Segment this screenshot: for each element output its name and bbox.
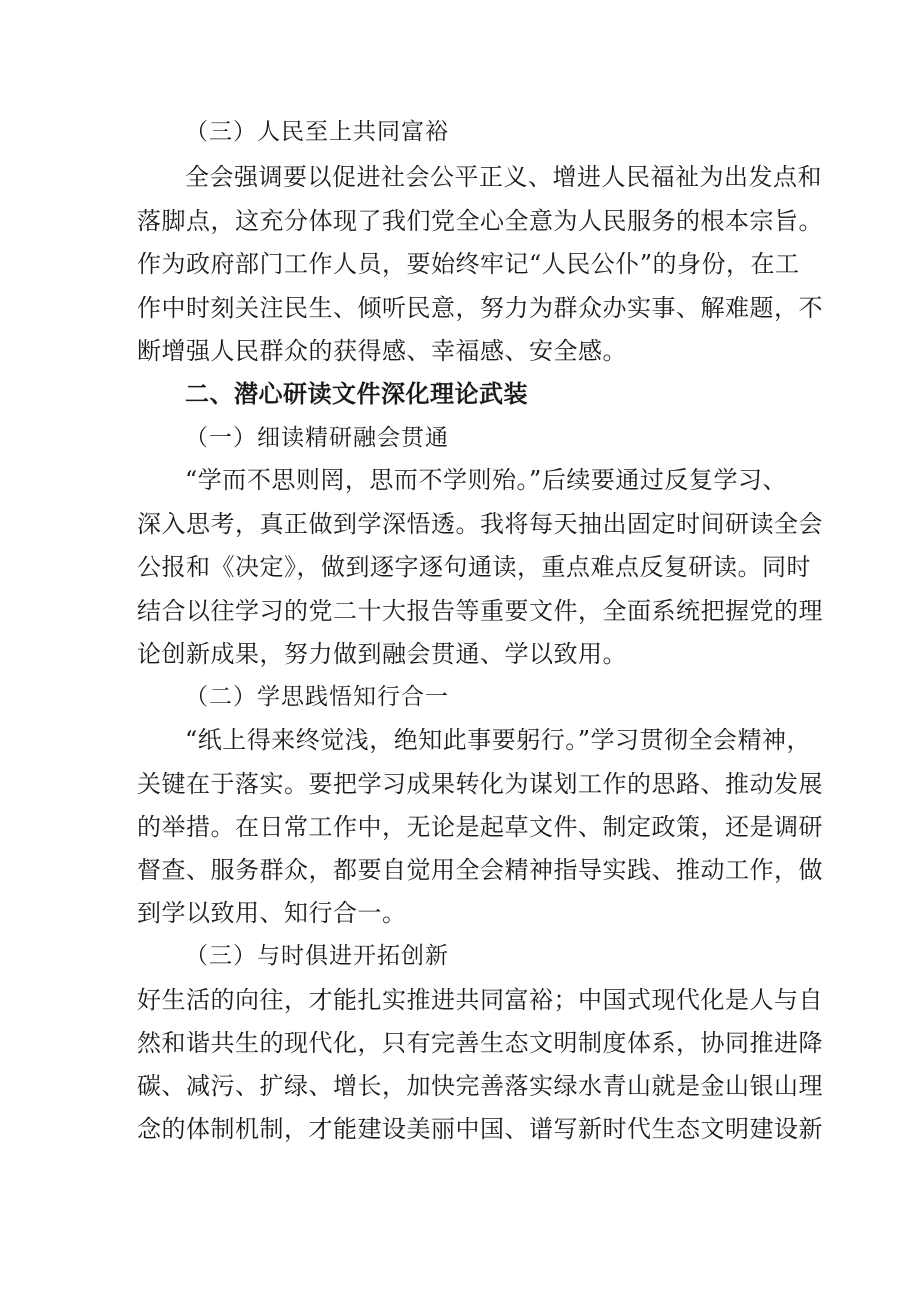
subsection-title-careful-study: （一）细读精研融会贯通 [185, 425, 449, 451]
paragraph-line: 全会强调要以促进社会公平正义、增进人民福祉为出发点和 [185, 163, 822, 191]
paragraph-line: 结合以往学习的党二十大报告等重要文件，全面系统把握党的理 [137, 597, 823, 625]
paragraph-line: 关键在于落实。要把学习成果转化为谋划工作的思路、推动发展 [137, 770, 823, 798]
paragraph-line: “学而不思则罔，思而不学则殆。”后续要通过反复学习、 [185, 466, 787, 494]
paragraph-line: 断增强人民群众的获得感、幸福感、安全感。 [137, 337, 627, 365]
paragraph-line: 的举措。在日常工作中，无论是起草文件、制定政策，还是调研 [137, 813, 823, 841]
section-heading-study-documents: 二、潜心研读文件深化理论武装 [185, 380, 528, 408]
paragraph-line: 公报和《决定》，做到逐字逐句通读，重点难点反复研读。同时 [137, 553, 811, 581]
paragraph-line: 到学以致用、知行合一。 [137, 899, 407, 927]
section-title-people-first: （三）人民至上共同富裕 [185, 119, 449, 145]
paragraph-line: 深入思考，真正做到学深悟透。我将每天抽出固定时间研读全会 [137, 510, 823, 538]
subsection-title-innovation: （三）与时俱进开拓创新 [185, 943, 449, 969]
paragraph-line: 论创新成果，努力做到融会贯通、学以致用。 [137, 640, 627, 668]
paragraph-line: 督查、服务群众，都要自觉用全会精神指导实践、推动工作，做 [137, 856, 823, 884]
paragraph-line: 然和谐共生的现代化，只有完善生态文明制度体系，协同推进降 [137, 1029, 823, 1057]
paragraph-line: 作为政府部门工作人员，要始终牢记“人民公仆”的身份，在工 [137, 250, 800, 278]
paragraph-line: 念的体制机制，才能建设美丽中国、谱写新时代生态文明建设新 [137, 1115, 823, 1143]
paragraph-line: 碳、减污、扩绿、增长，加快完善落实绿水青山就是金山银山理 [137, 1072, 823, 1100]
paragraph-line: “纸上得来终觉浅，绝知此事要躬行。”学习贯彻全会精神， [185, 726, 812, 754]
subsection-title-knowledge-action: （二）学思践悟知行合一 [185, 684, 449, 710]
paragraph-line: 落脚点，这充分体现了我们党全心全意为人民服务的根本宗旨。 [137, 207, 823, 235]
paragraph-line: 好生活的向往，才能扎实推进共同富裕；中国式现代化是人与自 [137, 986, 823, 1014]
paragraph-line: 作中时刻关注民生、倾听民意，努力为群众办实事、解难题，不 [137, 294, 823, 322]
